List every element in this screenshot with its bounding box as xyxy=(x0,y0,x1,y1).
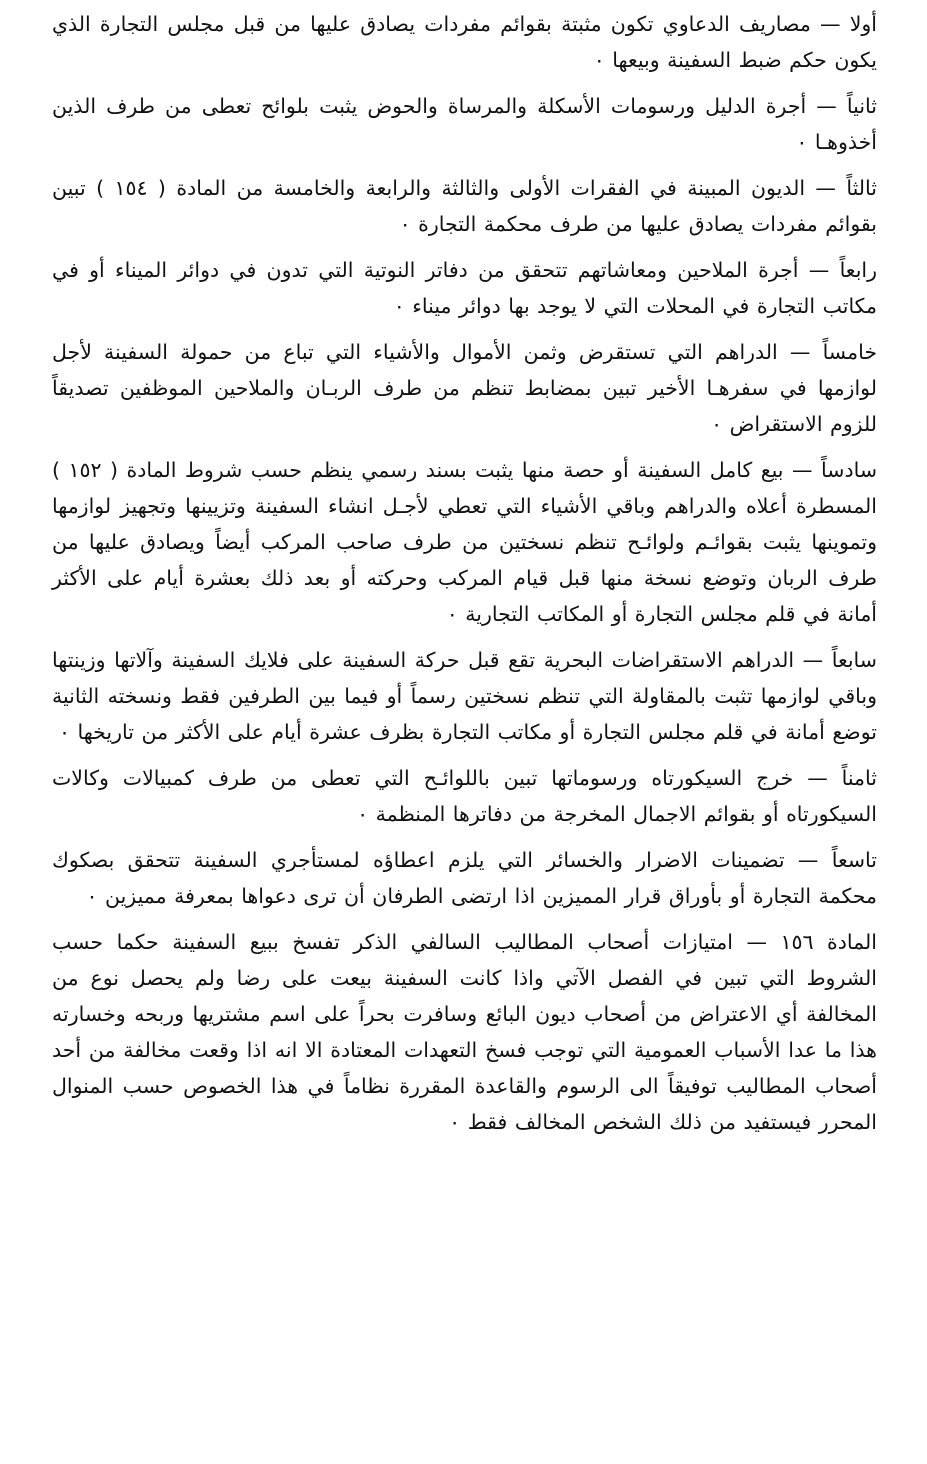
paragraph-label: ثالثاً xyxy=(846,176,877,200)
paragraph-text: — الدراهم التي تستقرض وثمن الأموال والأشياء التي تباع من حمولة السفينة لأجل لوازمها في سفرهـا الأخير تبين بمضابط تنظم من طرف الربـان والملاحين الموظفين تصديقاً للزوم الاستقراض ٠ xyxy=(52,340,877,436)
paragraph-second xyxy=(52,88,877,160)
paragraph-eighth xyxy=(52,760,877,832)
paragraph-article-156 xyxy=(52,924,877,1140)
document-page xyxy=(0,6,927,1464)
paragraph-text: — امتيازات أصحاب المطاليب السالفي الذكر تفسخ ببيع السفينة حكما حسب الشروط التي تبين في الفصل الآتي واذا كانت السفينة بيعت على رضا ولم يحصل نوع من المخالفة أي الاعتراض من أصحاب ديون البائع وسافرت بحراً على اسم مشتريها وربحه وخسارته هذا ما عدا الأسباب العمومية التي توجب فسخ التعهدات المعتادة الا انه اذا وقعت مخالفة من أحد أصحاب المطاليب توفيقاً الى الرسوم والقاعدة المقررة نظاماً في هذا الخصوص حسب المنوال المحرر فيستفيد من ذلك الشخص المخالف فقط ٠ xyxy=(52,930,877,1134)
document-body xyxy=(52,6,877,1140)
paragraph-ninth xyxy=(52,842,877,914)
paragraph-label: رابعاً xyxy=(839,258,877,282)
paragraph-text: — أجرة الدليل ورسومات الأسكلة والمرساة والحوض يثبت بلوائح تعطى من طرف الذين أخذوهـا ٠ xyxy=(52,94,877,154)
paragraph-label: سادساً xyxy=(821,458,877,482)
paragraph-label: ثانياً xyxy=(846,94,877,118)
paragraph-text: — تضمينات الاضرار والخسائر التي يلزم اعطاؤه لمستأجري السفينة تتحقق بصكوك محكمة التجارة أو بأوراق قرار المميزين اذا ارتضى الطرفان أن ترى دعواها بمعرفة مميزين ٠ xyxy=(52,848,877,908)
paragraph-label: ثامناً xyxy=(841,766,877,790)
paragraph-sixth xyxy=(52,452,877,632)
paragraph-fifth xyxy=(52,334,877,442)
paragraph-text: — الدراهم الاستقراضات البحرية تقع قبل حركة السفينة على فلايك السفينة وآلاتها وزينتها وباقي لوازمها تثبت بالمقاولة التي تنظم نسختين رسماً أو فيما بين الطرفين فقط ونسخته الثانية توضع أمانة في قلم مجلس التجارة أو مكاتب التجارة بظرف عشرة أيام على الأكثر من تاريخها ٠ xyxy=(52,648,877,744)
paragraph-label: خامساً xyxy=(822,340,877,364)
paragraph-fourth xyxy=(52,252,877,324)
paragraph-text: — بيع كامل السفينة أو حصة منها يثبت بسند رسمي ينظم حسب شروط المادة ( ١٥٢ ) المسطرة أعلاه والدراهم وباقي الأشياء التي تعطي لأجـل انشاء السفينة وتزيينها وتجهيز لوازمها وتموينها يثبت بقوائـم ولوائـح تنظم نسختين من طرف صاحب المركب أيضاً ويصادق عليها من طرف الربان وتوضع نسخة منها قبل قيام المركب وحركته أو بعد ذلك بعشرة أيام على الأكثر أمانة في قلم مجلس التجارة أو المكاتب التجارية ٠ xyxy=(52,458,877,626)
paragraph-seventh xyxy=(52,642,877,750)
paragraph-label: تاسعاً xyxy=(831,848,877,872)
paragraph-text: — الديون المبينة في الفقرات الأولى والثالثة والرابعة والخامسة من المادة ( ١٥٤ ) تبين بقوائم مفردات يصادق عليها من طرف محكمة التجارة ٠ xyxy=(52,176,877,236)
paragraph-text: — مصاريف الدعاوي تكون مثبتة بقوائم مفردات يصادق عليها من قبل مجلس التجارة الذي يكون حكم ضبط السفينة وبيعها ٠ xyxy=(52,12,877,72)
paragraph-label: سابعاً xyxy=(831,648,877,672)
paragraph-third xyxy=(52,170,877,242)
paragraph-text: — أجرة الملاحين ومعاشاتهم تتحقق من دفاتر النوتية التي تدون في دوائر الميناء أو في مكاتب التجارة في المحلات التي لا يوجد بها دوائر ميناء ٠ xyxy=(52,258,877,318)
paragraph-label: أولا xyxy=(849,12,877,36)
paragraph-label: المادة ١٥٦ xyxy=(780,930,877,954)
paragraph-text: — خرج السيكورتاه ورسوماتها تبين باللوائـح التي تعطى من طرف كمبيالات وكالات السيكورتاه أو بقوائم الاجمال المخرجة من دفاترها المنظمة ٠ xyxy=(52,766,877,826)
paragraph-first xyxy=(52,6,877,78)
